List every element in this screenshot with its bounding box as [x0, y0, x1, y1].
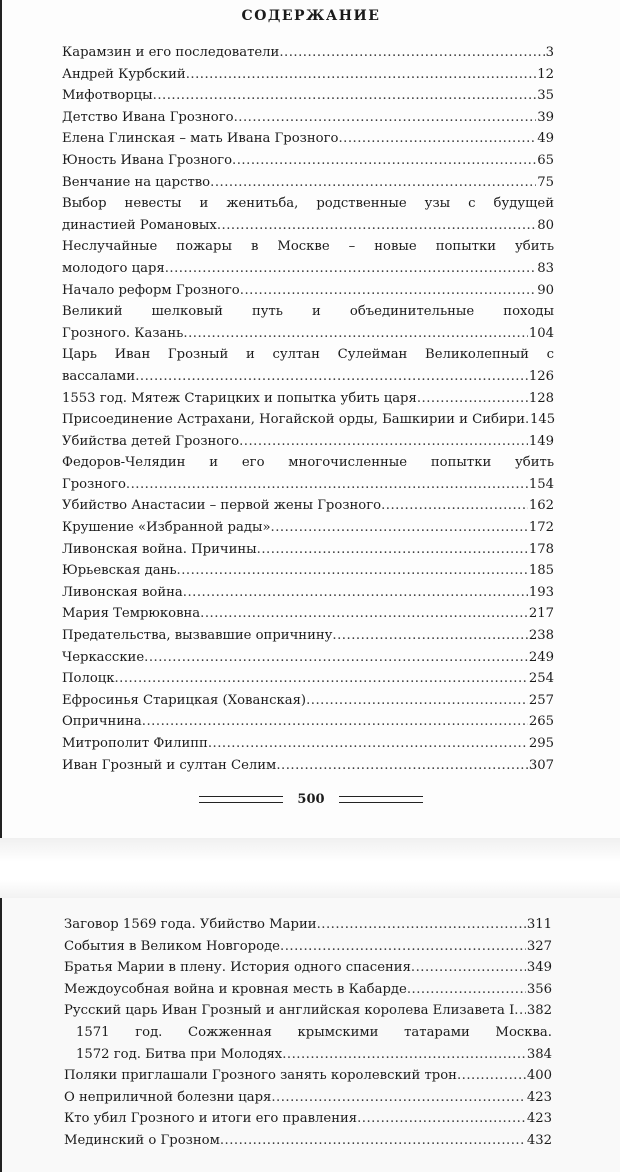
dot-leader — [457, 1065, 526, 1087]
toc-entry-page: 217 — [528, 606, 554, 622]
toc-entry-page: 126 — [528, 368, 554, 384]
dot-leader — [144, 647, 528, 669]
toc-entry-page: 423 — [526, 1089, 552, 1105]
toc-entry-title: Полоцк — [62, 671, 115, 687]
toc-list-upper — [62, 42, 554, 776]
toc-entry — [64, 1065, 552, 1087]
toc-entry-page: 254 — [528, 671, 554, 687]
toc-entry — [62, 603, 554, 625]
dot-leader — [153, 85, 537, 107]
dot-leader — [357, 1108, 526, 1130]
toc-entry-page: 307 — [528, 757, 554, 773]
toc-entry — [62, 517, 554, 539]
toc-entry-page: 12 — [537, 66, 554, 82]
dot-leader — [279, 42, 544, 64]
toc-entry-page: 49 — [537, 131, 554, 147]
toc-entry — [62, 668, 554, 690]
page-number: 500 — [297, 792, 325, 807]
toc-entry — [62, 150, 554, 172]
toc-entry-title: Братья Марии в плену. История одного спасения — [64, 960, 411, 976]
toc-entry-title: Грозного — [62, 476, 126, 492]
toc-entry — [64, 979, 552, 1001]
toc-entry-page: 238 — [528, 628, 554, 644]
toc-entry — [62, 42, 554, 64]
toc-entry — [64, 936, 552, 958]
dot-leader — [271, 1087, 525, 1109]
toc-entry-page: 400 — [526, 1068, 552, 1084]
toc-entry-title: Убийство Анастасии – первой жены Грозного — [62, 498, 382, 514]
toc-entry — [64, 1087, 552, 1109]
dot-leader — [165, 258, 537, 280]
dot-leader — [338, 128, 536, 150]
toc-entry — [62, 582, 554, 604]
toc-entry-title: Елена Глинская – мать Ивана Грозного — [62, 131, 339, 147]
toc-entry — [62, 236, 554, 279]
toc-entry-page: 295 — [528, 736, 554, 751]
toc-entry — [62, 452, 554, 495]
toc-entry-title: Мария Темрюковна — [62, 606, 201, 622]
toc-entry-page: 185 — [528, 563, 554, 579]
toc-entry-page: 349 — [526, 960, 552, 976]
dot-leader — [210, 172, 536, 194]
toc-entry-page: 178 — [528, 541, 554, 557]
dot-leader — [126, 474, 528, 496]
dot-leader — [183, 323, 527, 345]
dot-leader — [417, 388, 528, 410]
toc-entry-title: Ефросинья Старицкая (Хованская) — [62, 692, 307, 708]
toc-entry-title: Присоединение Астрахани, Ногайской орды, Башкирии и Сибири — [62, 412, 525, 428]
dot-leader — [183, 582, 528, 604]
toc-entry-title: Карамзин и его последователи — [62, 45, 280, 60]
toc-entry-page: 104 — [528, 325, 554, 341]
toc-entry-title: Митрополит Филипп — [62, 736, 208, 751]
toc-entry-page: 327 — [526, 938, 552, 954]
toc-entry — [64, 1022, 552, 1065]
dot-leader — [239, 431, 528, 453]
toc-entry-title-line: Федоров-Челядин и его многочисленные попытки убить — [62, 455, 554, 471]
toc-entry-page: 384 — [526, 1046, 552, 1062]
toc-entry — [62, 647, 554, 669]
toc-entry — [62, 85, 554, 107]
toc-entry-title: Ливонская война — [62, 584, 183, 600]
dot-leader — [217, 215, 536, 237]
dot-leader — [186, 64, 537, 86]
dot-leader — [232, 150, 536, 172]
toc-entry-title: Иван Грозный и султан Селим — [62, 757, 277, 773]
dot-leader — [177, 560, 528, 582]
dot-leader — [220, 1130, 526, 1152]
toc-entry-title: Грозного. Казань — [62, 325, 184, 341]
dot-leader — [135, 366, 528, 388]
toc-entry-page: 257 — [528, 692, 554, 708]
toc-entry-page: 145 — [530, 412, 556, 428]
toc-entry-title: Черкасские — [62, 649, 145, 665]
toc-entry — [62, 539, 554, 561]
toc-entry-title: Юность Ивана Грозного — [62, 152, 233, 168]
toc-entry-page: 249 — [528, 649, 554, 665]
dot-leader — [282, 1044, 526, 1066]
toc-entry-title: Мединский о Грозном — [64, 1132, 220, 1148]
toc-entry — [64, 957, 552, 979]
dot-leader — [142, 711, 528, 733]
toc-entry — [62, 193, 554, 236]
dot-leader — [411, 957, 526, 979]
toc-entry — [62, 495, 554, 517]
toc-entry-title: 1572 год. Битва при Молодях — [76, 1046, 283, 1062]
dot-leader — [200, 603, 528, 625]
toc-entry-title: Опричнина — [62, 714, 142, 730]
toc-entry — [62, 128, 554, 150]
toc-entry — [62, 107, 554, 129]
toc-entry — [62, 344, 554, 387]
toc-entry-title: Убийства детей Грозного — [62, 433, 240, 449]
toc-entry-title: вассалами — [62, 368, 136, 384]
toc-entry-page: 154 — [528, 476, 554, 492]
toc-entry — [62, 733, 554, 755]
toc-entry — [62, 431, 554, 453]
toc-entry — [62, 711, 554, 733]
toc-entry-page: 80 — [537, 217, 554, 233]
page-folio — [2, 792, 620, 807]
toc-entry — [62, 625, 554, 647]
dot-leader — [234, 107, 537, 129]
toc-entry-title: Венчание на царство — [62, 174, 211, 190]
toc-entry-title-line: Неслучайные пожары в Москве – новые попытки убить — [62, 239, 554, 255]
toc-entry-title: Ливонская война. Причины — [62, 541, 257, 557]
toc-entry-title: Начало реформ Грозного — [62, 282, 240, 298]
toc-entry — [64, 1108, 552, 1130]
dot-leader — [407, 979, 526, 1001]
toc-entry-page: 382 — [526, 1003, 552, 1019]
toc-entry-title: династией Романовых — [62, 217, 217, 233]
dot-leader — [240, 280, 536, 302]
page-gap — [0, 838, 620, 898]
toc-entry-page: 356 — [526, 981, 552, 997]
dot-leader — [306, 690, 528, 712]
toc-entry-title: Междоусобная война и кровная месть в Кабарде — [64, 981, 407, 997]
dot-leader — [381, 495, 528, 517]
dot-leader — [514, 1000, 526, 1022]
toc-entry-page: 149 — [528, 433, 554, 449]
dot-leader — [317, 914, 526, 936]
dot-leader — [276, 755, 528, 777]
toc-entry-title: молодого царя — [62, 260, 165, 276]
folio-rule-right — [339, 796, 423, 803]
toc-entry-page: 311 — [526, 917, 552, 932]
toc-entry-page: 265 — [528, 714, 554, 730]
toc-entry-title-line: Выбор невесты и женитьба, родственные узы с будущей — [62, 196, 554, 212]
toc-entry-title: Мифотворцы — [62, 88, 153, 104]
toc-sheet-lower — [0, 898, 620, 1172]
toc-entry-title: События в Великом Новгороде — [64, 938, 280, 954]
toc-entry-title: О неприличной болезни царя — [64, 1089, 272, 1105]
toc-entry — [62, 280, 554, 302]
dot-leader — [271, 517, 528, 539]
toc-list-lower — [64, 914, 552, 1152]
toc-entry-page: 75 — [537, 174, 554, 190]
toc-entry-page: 35 — [537, 88, 554, 104]
toc-entry — [64, 914, 552, 936]
toc-entry — [62, 755, 554, 777]
toc-entry-title: Крушение «Избранной рады» — [62, 520, 271, 536]
toc-entry-title: Детство Ивана Грозного — [62, 109, 234, 125]
dot-leader — [280, 936, 526, 958]
toc-entry-title: Русский царь Иван Грозный и английская королева Елизавета I — [64, 1003, 515, 1019]
toc-entry-title: Андрей Курбский — [62, 66, 186, 82]
toc-entry — [62, 301, 554, 344]
toc-entry-title-line: 1571 год. Сожженная крымскими татарами Москва. — [76, 1024, 552, 1040]
toc-entry — [62, 560, 554, 582]
dot-leader — [208, 733, 528, 755]
page-title: СОДЕРЖАНИЕ — [241, 8, 381, 24]
toc-entry-title: Предательства, вызвавшие опричнину — [62, 628, 333, 644]
dot-leader — [114, 668, 527, 690]
toc-entry-title: Юрьевская дань — [62, 563, 177, 579]
toc-entry-page: 172 — [528, 520, 554, 536]
toc-entry-page: 3 — [545, 45, 554, 60]
toc-entry-page: 65 — [537, 152, 554, 168]
toc-entry-page: 423 — [526, 1111, 552, 1127]
dot-leader — [332, 625, 527, 647]
toc-entry — [64, 1000, 552, 1022]
toc-entry — [64, 1130, 552, 1152]
toc-entry-title: 1553 год. Мятеж Старицких и попытка убить царя — [62, 390, 417, 406]
toc-entry-title: Поляки приглашали Грозного занять королевский трон — [64, 1068, 457, 1084]
toc-entry — [62, 409, 554, 431]
toc-entry-page: 83 — [537, 260, 554, 276]
toc-entry-page: 193 — [528, 584, 554, 600]
folio-rule-left — [199, 796, 283, 803]
toc-entry — [62, 690, 554, 712]
toc-entry — [62, 172, 554, 194]
toc-entry-page: 128 — [528, 390, 554, 406]
toc-entry-title-line: Великий шелковый путь и объединительные походы — [62, 304, 554, 320]
toc-entry-title-line: Царь Иван Грозный и султан Сулейман Великолепный с — [62, 347, 554, 363]
toc-entry-title: Заговор 1569 года. Убийство Марии — [64, 917, 317, 932]
toc-entry — [62, 64, 554, 86]
toc-entry-page: 39 — [537, 109, 554, 125]
toc-entry — [62, 388, 554, 410]
toc-entry-page: 432 — [526, 1132, 552, 1148]
toc-entry-title: Кто убил Грозного и итоги его правления — [64, 1111, 358, 1127]
dot-leader — [257, 539, 528, 561]
toc-entry-page: 90 — [537, 282, 554, 298]
toc-entry-page: 162 — [528, 498, 554, 514]
